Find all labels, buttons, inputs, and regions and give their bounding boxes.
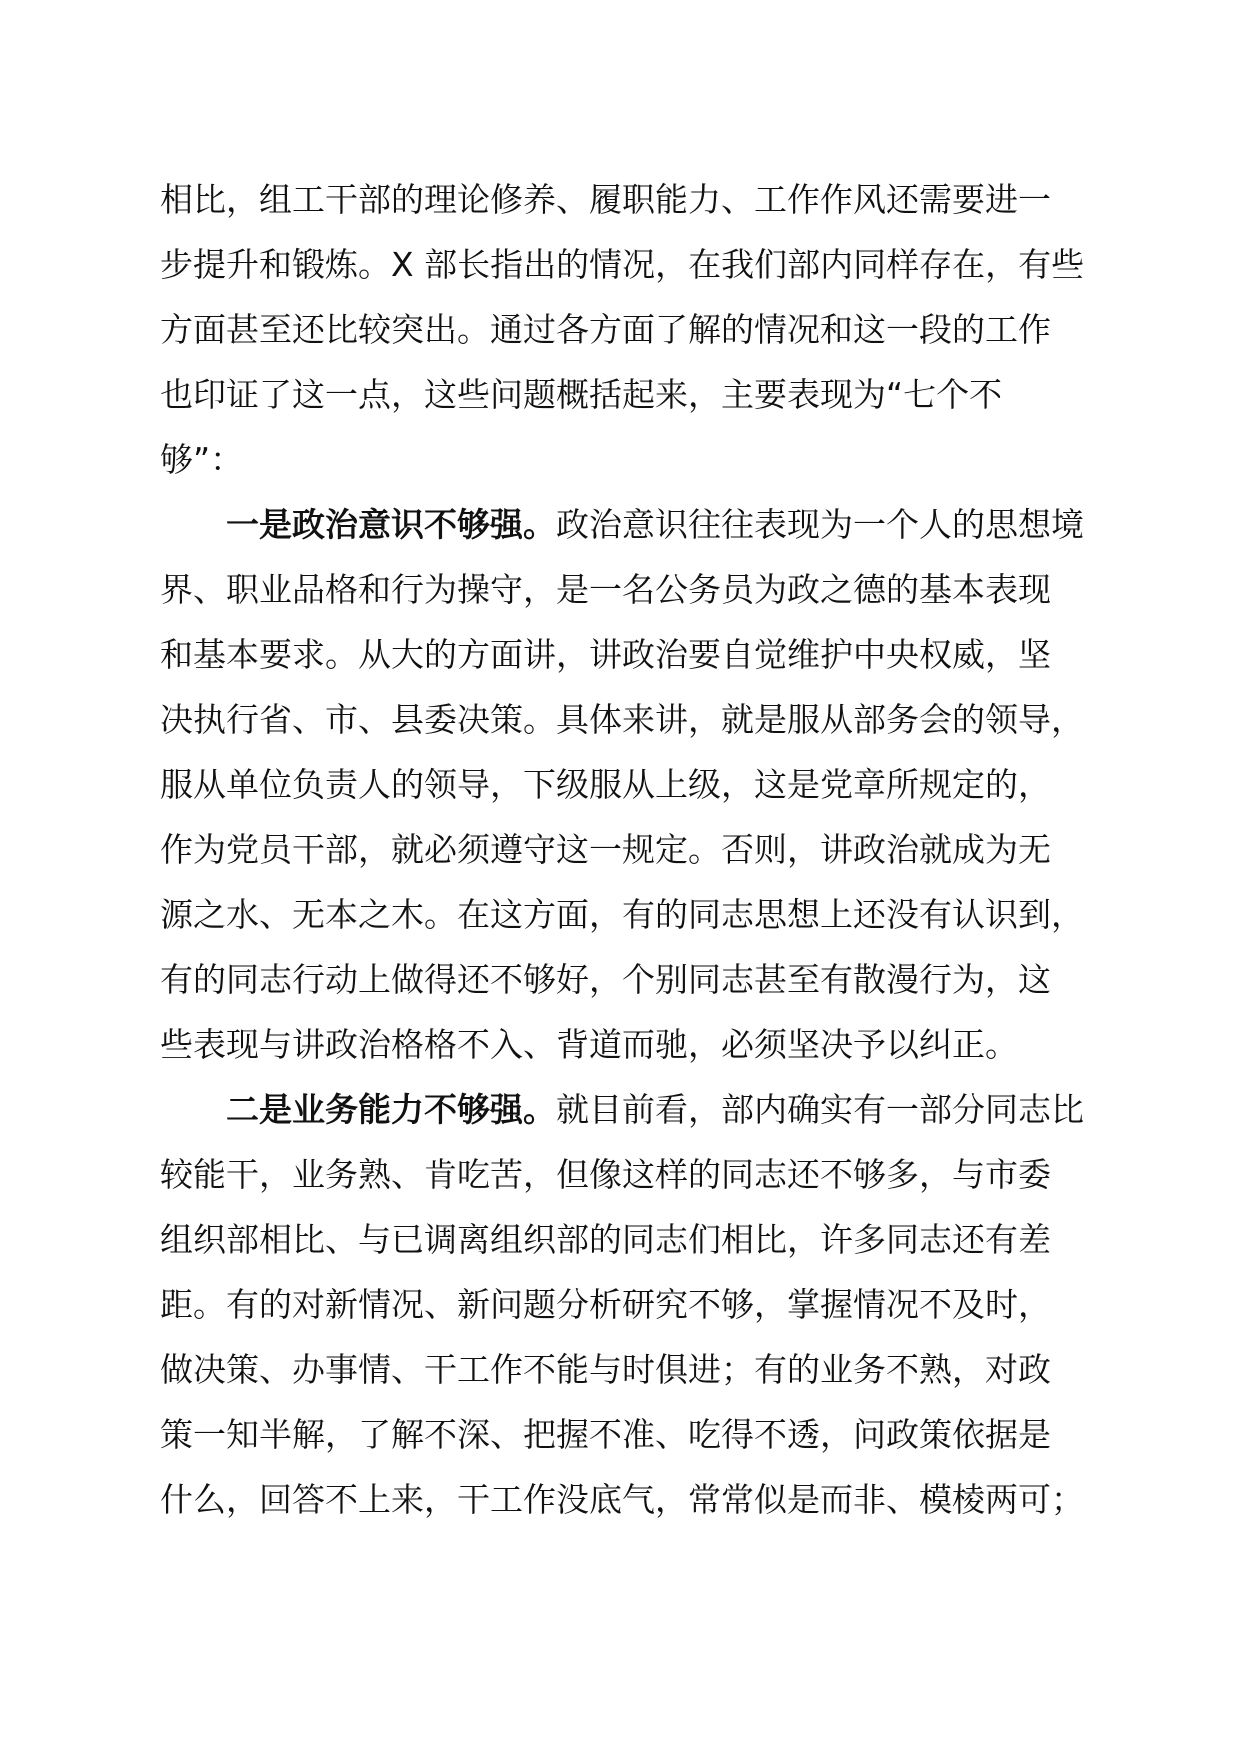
paragraph-political-awareness: [160, 492, 1096, 1077]
text-line: 策一知半解，了解不深、把握不准、吃得不透，问政策依据是: [160, 1415, 1051, 1454]
text-line: 什么，回答不上来，干工作没底气，常常似是而非、模棱两可；: [160, 1480, 1084, 1519]
text-line: [160, 492, 1096, 557]
text-line: 源之水、无本之木。在这方面，有的同志思想上还没有认识到，: [160, 895, 1084, 934]
text-line: 够”：: [160, 440, 244, 479]
document-page: [160, 167, 1096, 1532]
text-line: 和基本要求。从大的方面讲，讲政治要自觉维护中央权威，坚: [160, 635, 1051, 674]
text-line: 做决策、办事情、干工作不能与时俱进；有的业务不熟，对政: [160, 1350, 1051, 1389]
text-line: 较能干，业务熟、肯吃苦，但像这样的同志还不够多，与市委: [160, 1155, 1051, 1194]
text-line: 服从单位负责人的领导，下级服从上级，这是党章所规定的，: [160, 765, 1051, 804]
text-line: 组织部相比、与已调离组织部的同志们相比，许多同志还有差: [160, 1220, 1051, 1259]
paragraph-business-ability: [160, 1077, 1096, 1532]
paragraph-text: 政治意识往往表现为一个人的思想境: [556, 505, 1084, 544]
text-line: 决执行省、市、县委决策。具体来讲，就是服从部务会的领导，: [160, 700, 1084, 739]
text-line: 界、职业品格和行为操守，是一名公务员为政之德的基本表现: [160, 570, 1051, 609]
text-line: 相比，组工干部的理论修养、履职能力、工作作风还需要进一: [160, 180, 1051, 219]
text-line: 方面甚至还比较突出。通过各方面了解的情况和这一段的工作: [160, 310, 1051, 349]
text-line: 也印证了这一点，这些问题概括起来，主要表现为“七个不: [160, 375, 1003, 414]
text-line: 作为党员干部，就必须遵守这一规定。否则，讲政治就成为无: [160, 830, 1051, 869]
text-line: 步提升和锻炼。X 部长指出的情况，在我们部内同样存在，有些: [160, 245, 1085, 284]
text-line: 些表现与讲政治格格不入、背道而驰，必须坚决予以纠正。: [160, 1025, 1018, 1064]
paragraph-heading: 二是业务能力不够强。: [226, 1090, 556, 1129]
text-line: 距。有的对新情况、新问题分析研究不够，掌握情况不及时，: [160, 1285, 1051, 1324]
paragraph-heading: 一是政治意识不够强。: [226, 505, 556, 544]
paragraph-text: 就目前看，部内确实有一部分同志比: [556, 1090, 1084, 1129]
text-line: 有的同志行动上做得还不够好，个别同志甚至有散漫行为，这: [160, 960, 1051, 999]
text-line: [160, 1077, 1096, 1142]
paragraph-intro: [160, 167, 1096, 492]
